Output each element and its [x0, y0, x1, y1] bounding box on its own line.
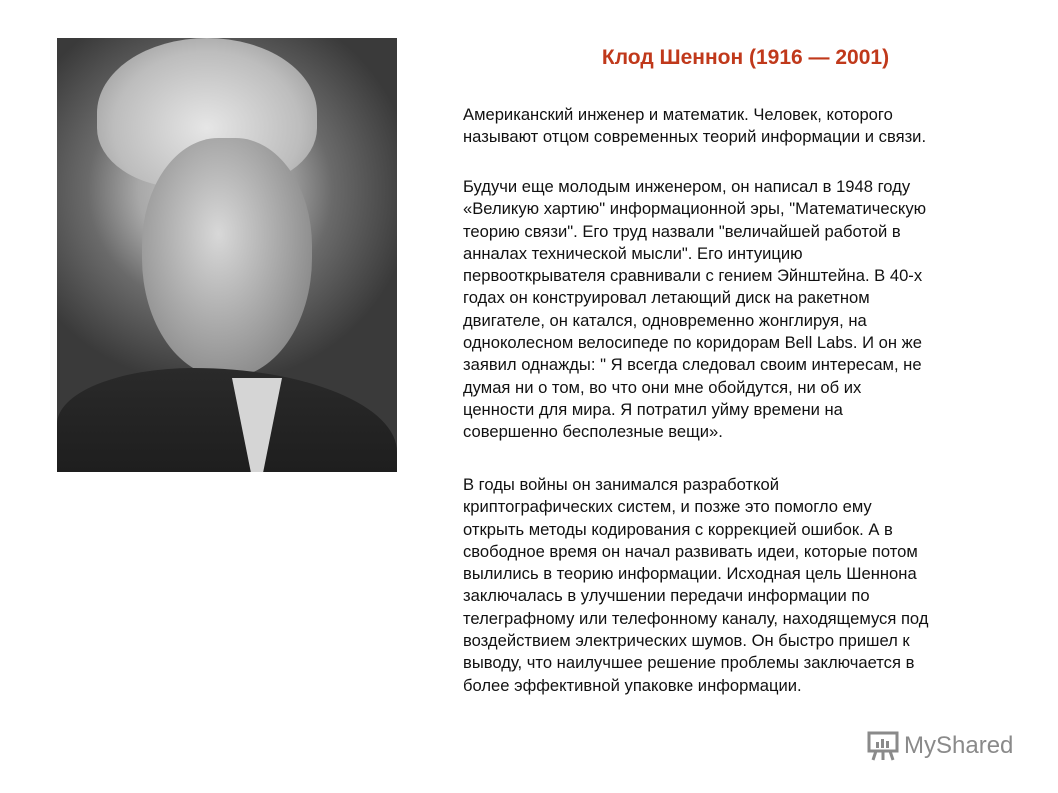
portrait-photo	[57, 38, 397, 472]
paragraph-career	[463, 176, 926, 444]
text-line: воздействием электрических шумов. Он быстро пришел к	[463, 631, 910, 651]
text-line: совершенно бесполезные вещи».	[463, 422, 723, 442]
text-line: заключалась в улучшении передачи информации по	[463, 586, 870, 606]
slide-title: Клод Шеннон (1916 — 2001)	[601, 46, 890, 69]
text-line: годах он конструировал летающий диск на ракетном	[463, 288, 870, 308]
text-line: криптографических систем, и позже это помогло ему	[463, 497, 872, 517]
paragraph-intro	[463, 104, 926, 149]
text-line: Американский инженер и математик. Человек, которого	[463, 105, 893, 124]
text-line: телеграфному или телефонному каналу, находящемуся под	[463, 608, 929, 628]
photo-jacket	[57, 368, 397, 472]
text-line: вылились в теорию информации. Исходная цель Шеннона	[463, 564, 917, 584]
text-line: более эффективной упаковке информации.	[463, 675, 802, 695]
text-line: двигателе, он катался, одновременно жонглируя, на	[463, 310, 867, 330]
text-line: Будучи еще молодым инженером, он написал в 1948 году	[463, 177, 911, 196]
myshared-watermark	[866, 730, 1013, 762]
paragraph-war-years	[463, 474, 928, 697]
watermark-text: MyShared	[904, 732, 1014, 759]
text-line: заявил однажды: " Я всегда следовал своим интересам, не	[463, 355, 922, 375]
text-line: теорию связи". Его труд назвали "величайшей работой в	[463, 221, 901, 241]
text-line: «Великую хартию" информационной эры, "Математическую	[463, 199, 927, 219]
text-line: называют отцом современных теорий информации и связи.	[463, 127, 927, 147]
text-line: В годы войны он занимался разработкой	[463, 475, 780, 494]
text-line: выводу, что наилучшее решение проблемы заключается в	[463, 653, 915, 673]
text-line: открыть методы кодирования с коррекцией ошибок. А в	[463, 519, 893, 539]
text-line: ценности для мира. Я потратил уйму времени на	[463, 399, 843, 419]
text-line: думая ни о том, во что они мне обойдутся, ни об их	[463, 377, 862, 397]
text-line: свободное время он начал развивать идеи, которые потом	[463, 541, 918, 561]
presentation-board-icon	[866, 730, 900, 762]
text-line: первооткрывателя сравнивали с гением Эйнштейна. В 40-х	[463, 266, 923, 286]
text-line: одноколесном велосипеде по коридорам Bell Labs. И он же	[463, 333, 922, 353]
photo-face	[142, 138, 312, 378]
text-line: анналах технической мысли". Его интуицию	[463, 243, 803, 263]
